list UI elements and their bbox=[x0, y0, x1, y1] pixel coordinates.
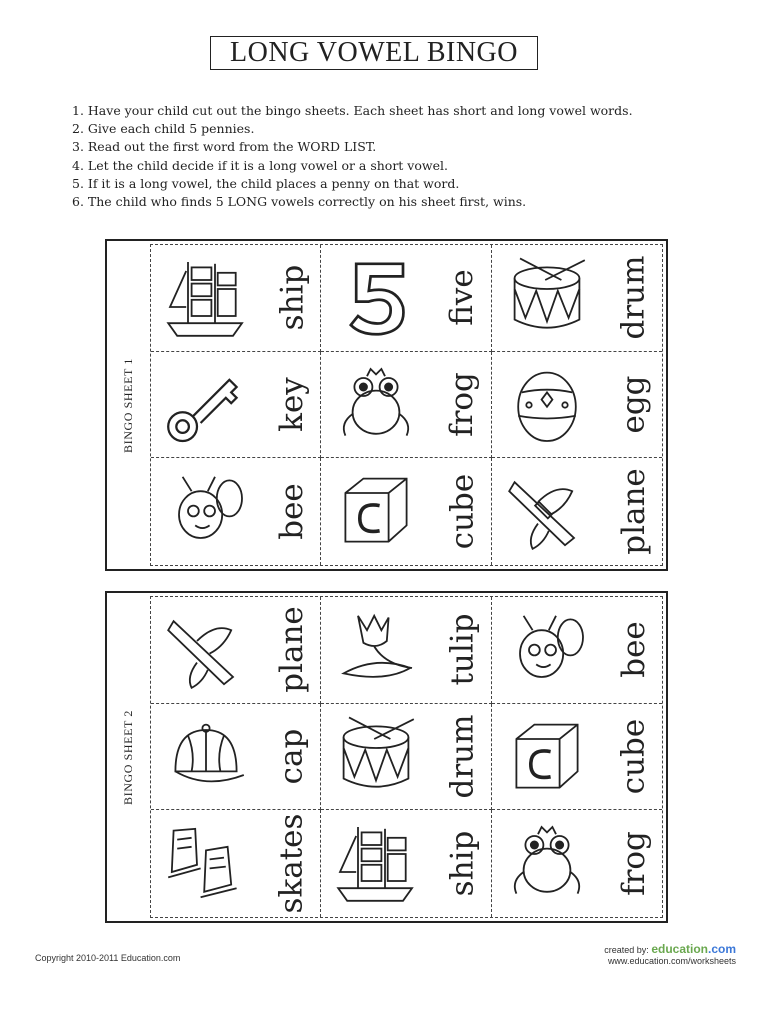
bingo-grid bbox=[150, 596, 663, 918]
bingo-cell[interactable] bbox=[492, 597, 662, 704]
key-icon bbox=[159, 360, 253, 450]
bingo-cell[interactable] bbox=[321, 458, 491, 565]
bingo-cell[interactable] bbox=[492, 458, 662, 565]
ship-icon bbox=[159, 253, 253, 343]
instruction-item: 3. Read out the first word from the WORD LIST. bbox=[72, 139, 377, 155]
word-label: plane bbox=[273, 606, 310, 694]
word-label: ship bbox=[273, 265, 310, 331]
sheet-label-text: BINGO SHEET 2 bbox=[120, 709, 135, 805]
word-label: key bbox=[273, 377, 310, 432]
bingo-cell[interactable] bbox=[492, 245, 662, 352]
bingo-cell[interactable] bbox=[321, 597, 491, 704]
frog-icon bbox=[500, 818, 594, 908]
bingo-cell[interactable] bbox=[151, 810, 321, 917]
skates-icon bbox=[159, 818, 253, 908]
word-label: tulip bbox=[444, 613, 481, 686]
word-label: egg bbox=[615, 375, 652, 434]
brand-footer bbox=[604, 944, 736, 967]
bingo-sheet-2 bbox=[105, 591, 668, 923]
drum-icon bbox=[329, 712, 423, 802]
brand-name: education bbox=[651, 942, 708, 956]
bingo-cell[interactable] bbox=[492, 352, 662, 459]
frog-icon bbox=[329, 360, 423, 450]
instruction-item: 5. If it is a long vowel, the child places a penny on that word. bbox=[72, 175, 460, 191]
sheet-label bbox=[107, 593, 149, 921]
instruction-item: 4. Let the child decide if it is a long vowel or a short vowel. bbox=[72, 157, 448, 173]
worksheet-title: LONG VOWEL BINGO bbox=[210, 36, 538, 70]
word-label: frog bbox=[444, 372, 481, 437]
cap-icon bbox=[159, 712, 253, 802]
cube-icon bbox=[500, 712, 594, 802]
tulip-icon bbox=[329, 605, 423, 695]
copyright-text: Copyright 2010-2011 Education.com bbox=[35, 953, 181, 963]
word-label: five bbox=[444, 269, 481, 327]
word-label: cap bbox=[273, 728, 310, 785]
bingo-cell[interactable] bbox=[321, 810, 491, 917]
drum-icon bbox=[500, 253, 594, 343]
bingo-cell[interactable] bbox=[321, 704, 491, 811]
word-label: skates bbox=[273, 813, 310, 914]
worksheets-url: www.education.com/worksheets bbox=[607, 956, 736, 966]
ship-icon bbox=[329, 818, 423, 908]
sheet-label bbox=[107, 241, 149, 569]
bingo-cell[interactable] bbox=[321, 245, 491, 352]
egg-icon bbox=[500, 360, 594, 450]
brand-suffix: .com bbox=[707, 942, 736, 956]
word-label: bee bbox=[615, 621, 652, 679]
instruction-item: 6. The child who finds 5 LONG vowels correctly on his sheet first, wins. bbox=[72, 194, 527, 210]
bingo-cell[interactable] bbox=[151, 597, 321, 704]
bingo-cell[interactable] bbox=[492, 704, 662, 811]
word-label: drum bbox=[615, 255, 652, 340]
number-five-icon bbox=[329, 253, 423, 343]
bee-icon bbox=[500, 605, 594, 695]
sheet-label-text: BINGO SHEET 1 bbox=[120, 357, 135, 453]
instruction-item: 2. Give each child 5 pennies. bbox=[72, 121, 255, 137]
bingo-sheet-1 bbox=[105, 239, 668, 571]
word-label: ship bbox=[444, 830, 481, 897]
word-label: plane bbox=[615, 468, 652, 555]
bee-icon bbox=[159, 466, 253, 556]
bingo-cell[interactable] bbox=[492, 810, 662, 917]
education-logo bbox=[651, 942, 736, 956]
instruction-item: 1. Have your child cut out the bingo sheets. Each sheet has short and long vowel words. bbox=[72, 103, 633, 118]
word-label: drum bbox=[444, 714, 481, 799]
word-label: cube bbox=[615, 718, 652, 795]
word-label: bee bbox=[273, 483, 310, 540]
plane-icon bbox=[159, 605, 253, 695]
created-by-label: created by: bbox=[604, 945, 649, 955]
instructions-list bbox=[72, 102, 752, 211]
word-label: frog bbox=[615, 831, 652, 897]
bingo-cell[interactable] bbox=[151, 458, 321, 565]
bingo-cell[interactable] bbox=[321, 352, 491, 459]
bingo-cell[interactable] bbox=[151, 704, 321, 811]
bingo-cell[interactable] bbox=[151, 352, 321, 459]
bingo-grid bbox=[150, 244, 663, 566]
cube-icon bbox=[329, 466, 423, 556]
plane-icon bbox=[500, 466, 594, 556]
word-label: cube bbox=[444, 473, 481, 550]
bingo-cell[interactable] bbox=[151, 245, 321, 352]
